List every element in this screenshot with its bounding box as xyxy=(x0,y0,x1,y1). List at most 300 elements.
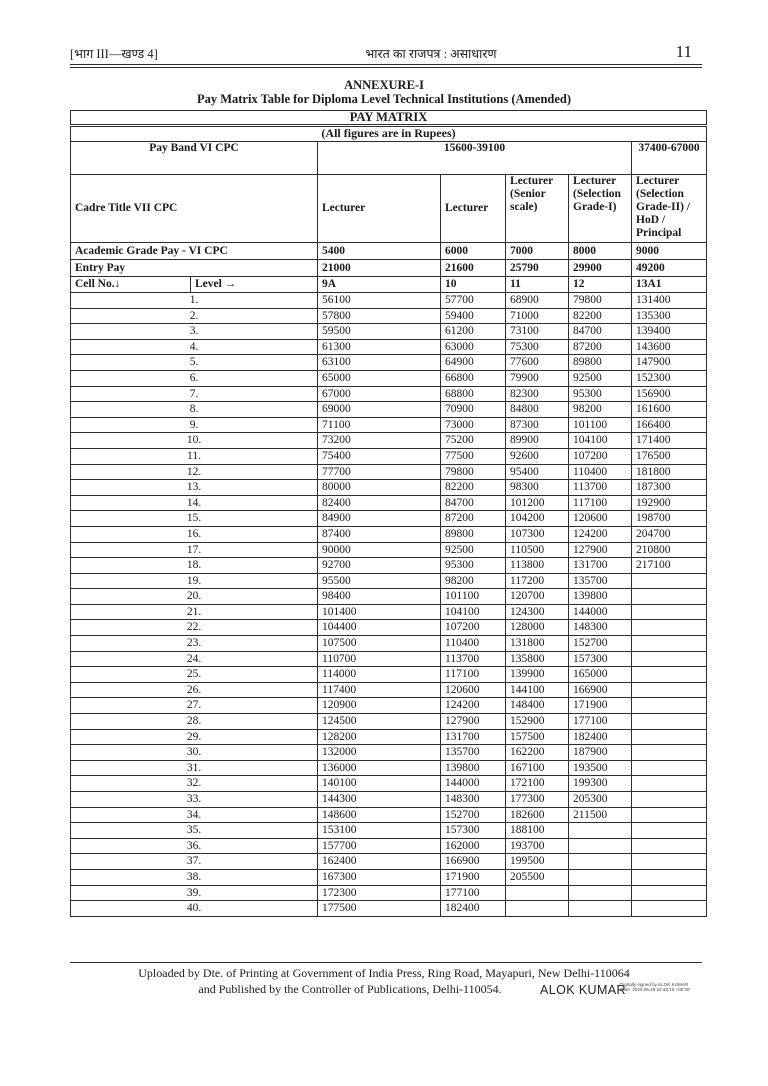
pay-cell: 68900 xyxy=(506,293,569,309)
pay-cell xyxy=(632,714,707,730)
pay-cell: 171900 xyxy=(441,869,506,885)
pay-cell xyxy=(632,682,707,698)
row-number: 23. xyxy=(71,636,318,652)
level-13a1: 13A1 xyxy=(632,277,707,293)
row-number: 15. xyxy=(71,511,318,527)
pay-cell: 128000 xyxy=(506,620,569,636)
pay-cell xyxy=(632,698,707,714)
row-number: 32. xyxy=(71,776,318,792)
pay-cell: 135700 xyxy=(441,745,506,761)
agp-value: 5400 xyxy=(318,243,441,260)
row-number: 2. xyxy=(71,308,318,324)
table-row xyxy=(71,651,707,667)
pay-cell: 104100 xyxy=(441,604,506,620)
pay-cell: 193700 xyxy=(506,838,569,854)
pay-cell: 139400 xyxy=(632,324,707,340)
cadre-title-label: Cadre Title VII CPC xyxy=(71,175,318,243)
table-row xyxy=(71,729,707,745)
row-number: 17. xyxy=(71,542,318,558)
pay-cell: 157300 xyxy=(569,651,632,667)
rupees-note: (All figures are in Rupees) xyxy=(71,126,707,142)
pay-cell: 75200 xyxy=(441,433,506,449)
pay-cell xyxy=(632,792,707,808)
cadre-title-13a1: Lecturer (Selection Grade-II) / HoD / Principal xyxy=(632,175,707,243)
pay-cell xyxy=(632,838,707,854)
pay-cell: 182400 xyxy=(569,729,632,745)
cadre-title-9a: Lecturer xyxy=(318,175,441,243)
row-number: 21. xyxy=(71,604,318,620)
pay-cell: 84800 xyxy=(506,402,569,418)
pay-cell: 117200 xyxy=(506,573,569,589)
table-row xyxy=(71,433,707,449)
pay-cell: 95500 xyxy=(318,573,441,589)
pay-cell: 148600 xyxy=(318,807,441,823)
pay-cell: 92500 xyxy=(441,542,506,558)
pay-cell: 124300 xyxy=(506,604,569,620)
pay-cell: 152900 xyxy=(506,714,569,730)
row-number: 36. xyxy=(71,838,318,854)
pay-band-range-1: 15600-39100 xyxy=(318,142,632,175)
pay-cell: 128200 xyxy=(318,729,441,745)
pay-cell: 210800 xyxy=(632,542,707,558)
table-row xyxy=(71,838,707,854)
pay-cell: 161600 xyxy=(632,402,707,418)
pay-cell: 144000 xyxy=(441,776,506,792)
pay-cell: 89800 xyxy=(569,355,632,371)
pay-cell: 127900 xyxy=(569,542,632,558)
pay-cell: 139800 xyxy=(441,760,506,776)
pay-cell xyxy=(632,573,707,589)
pay-cell: 87300 xyxy=(506,417,569,433)
pay-cell: 77700 xyxy=(318,464,441,480)
document-title: Pay Matrix Table for Diploma Level Technical Institutions (Amended) xyxy=(196,92,572,106)
pay-cell: 157300 xyxy=(441,823,506,839)
pay-cell: 113700 xyxy=(441,651,506,667)
table-row xyxy=(71,682,707,698)
pay-cell: 171400 xyxy=(632,433,707,449)
pay-cell: 117100 xyxy=(569,495,632,511)
pay-cell: 156900 xyxy=(632,386,707,402)
pay-cell: 110400 xyxy=(441,636,506,652)
pay-cell: 166900 xyxy=(569,682,632,698)
pay-cell: 104400 xyxy=(318,620,441,636)
row-number: 6. xyxy=(71,370,318,386)
pay-cell: 162000 xyxy=(441,838,506,854)
pay-cell: 127900 xyxy=(441,714,506,730)
pay-cell: 211500 xyxy=(569,807,632,823)
level-label: Level → xyxy=(191,277,318,293)
table-row xyxy=(71,698,707,714)
pay-cell: 77500 xyxy=(441,448,506,464)
pay-cell xyxy=(569,823,632,839)
pay-cell xyxy=(632,651,707,667)
table-row xyxy=(71,792,707,808)
pay-cell: 113700 xyxy=(569,480,632,496)
table-row xyxy=(71,402,707,418)
pay-cell: 124200 xyxy=(441,698,506,714)
table-row xyxy=(71,324,707,340)
row-number: 22. xyxy=(71,620,318,636)
pay-cell xyxy=(506,885,569,901)
table-row xyxy=(71,448,707,464)
academic-grade-pay-row xyxy=(71,243,707,260)
pay-cell: 84700 xyxy=(441,495,506,511)
row-number: 20. xyxy=(71,589,318,605)
row-number: 38. xyxy=(71,869,318,885)
pay-cell xyxy=(569,885,632,901)
pay-cell xyxy=(632,604,707,620)
pay-cell: 204700 xyxy=(632,526,707,542)
pay-cell: 139900 xyxy=(506,667,569,683)
pay-cell: 153100 xyxy=(318,823,441,839)
pay-cell: 136000 xyxy=(318,760,441,776)
entry-pay-value: 29900 xyxy=(569,260,632,277)
level-11: 11 xyxy=(506,277,569,293)
table-row xyxy=(71,573,707,589)
entry-pay-value: 49200 xyxy=(632,260,707,277)
pay-band-label: Pay Band VI CPC xyxy=(71,142,318,175)
table-row xyxy=(71,558,707,574)
pay-cell: 148300 xyxy=(441,792,506,808)
annexure-heading: ANNEXURE-I xyxy=(344,78,424,92)
row-number: 34. xyxy=(71,807,318,823)
pay-cell xyxy=(632,854,707,870)
row-number: 24. xyxy=(71,651,318,667)
pay-cell: 65000 xyxy=(318,370,441,386)
pay-cell: 177300 xyxy=(506,792,569,808)
pay-cell: 77600 xyxy=(506,355,569,371)
pay-cell: 135700 xyxy=(569,573,632,589)
pay-cell: 89800 xyxy=(441,526,506,542)
pay-cell: 120900 xyxy=(318,698,441,714)
pay-cell: 79800 xyxy=(569,293,632,309)
pay-cell: 171900 xyxy=(569,698,632,714)
table-row xyxy=(71,511,707,527)
pay-cell: 198700 xyxy=(632,511,707,527)
pay-cell xyxy=(632,729,707,745)
pay-cell: 101100 xyxy=(441,589,506,605)
pay-cell: 120700 xyxy=(506,589,569,605)
table-banner-row xyxy=(71,111,707,126)
row-number: 31. xyxy=(71,760,318,776)
table-row xyxy=(71,760,707,776)
table-row xyxy=(71,386,707,402)
table-row xyxy=(71,480,707,496)
pay-cell: 95400 xyxy=(506,464,569,480)
agp-value: 9000 xyxy=(632,243,707,260)
pay-cell: 87400 xyxy=(318,526,441,542)
pay-cell: 63000 xyxy=(441,339,506,355)
pay-cell: 157500 xyxy=(506,729,569,745)
row-number: 9. xyxy=(71,417,318,433)
pay-cell: 165000 xyxy=(569,667,632,683)
pay-cell: 182600 xyxy=(506,807,569,823)
pay-cell: 98200 xyxy=(569,402,632,418)
pay-matrix-table xyxy=(70,110,707,917)
header-double-rule xyxy=(70,64,702,68)
pay-cell: 166900 xyxy=(441,854,506,870)
pay-cell: 82200 xyxy=(441,480,506,496)
row-number: 40. xyxy=(71,901,318,917)
pay-cell: 205300 xyxy=(569,792,632,808)
pay-cell: 193500 xyxy=(569,760,632,776)
pay-cell: 70900 xyxy=(441,402,506,418)
pay-cell: 148300 xyxy=(569,620,632,636)
pay-cell: 167300 xyxy=(318,869,441,885)
footer-line-2: and Published by the Controller of Publications, Delhi-110054. xyxy=(198,982,502,996)
row-number: 19. xyxy=(71,573,318,589)
pay-cell: 84900 xyxy=(318,511,441,527)
table-row xyxy=(71,901,707,917)
pay-cell: 110700 xyxy=(318,651,441,667)
row-number: 14. xyxy=(71,495,318,511)
pay-cell xyxy=(632,901,707,917)
table-row xyxy=(71,745,707,761)
row-number: 11. xyxy=(71,448,318,464)
pay-cell: 75400 xyxy=(318,448,441,464)
signature-detail-line-1: Digitally signed by ALOK KUMAR xyxy=(620,982,689,987)
pay-cell xyxy=(632,869,707,885)
pay-cell xyxy=(569,854,632,870)
row-number: 16. xyxy=(71,526,318,542)
agp-value: 6000 xyxy=(441,243,506,260)
pay-cell: 75300 xyxy=(506,339,569,355)
pay-cell: 92700 xyxy=(318,558,441,574)
table-row xyxy=(71,885,707,901)
pay-cell: 57800 xyxy=(318,308,441,324)
pay-cell: 101200 xyxy=(506,495,569,511)
pay-cell xyxy=(632,760,707,776)
pay-cell: 140100 xyxy=(318,776,441,792)
digital-signature-detail xyxy=(620,982,710,993)
pay-cell: 199500 xyxy=(506,854,569,870)
row-number: 13. xyxy=(71,480,318,496)
level-12: 12 xyxy=(569,277,632,293)
pay-cell: 124500 xyxy=(318,714,441,730)
cadre-title-11: Lecturer (Senior scale) xyxy=(506,175,569,243)
pay-cell: 90000 xyxy=(318,542,441,558)
table-row xyxy=(71,370,707,386)
pay-cell: 101100 xyxy=(569,417,632,433)
pay-cell: 144000 xyxy=(569,604,632,620)
pay-cell xyxy=(632,807,707,823)
pay-cell: 144300 xyxy=(318,792,441,808)
pay-cell: 117400 xyxy=(318,682,441,698)
row-number: 33. xyxy=(71,792,318,808)
pay-cell: 177500 xyxy=(318,901,441,917)
pay-cell: 84700 xyxy=(569,324,632,340)
pay-cell xyxy=(632,620,707,636)
table-row xyxy=(71,339,707,355)
entry-pay-label: Entry Pay xyxy=(71,260,318,277)
pay-cell: 166400 xyxy=(632,417,707,433)
table-subbanner-row xyxy=(71,126,707,142)
cadre-title-row xyxy=(71,175,707,243)
table-row xyxy=(71,495,707,511)
pay-cell: 157700 xyxy=(318,838,441,854)
pay-cell: 182400 xyxy=(441,901,506,917)
pay-cell: 177100 xyxy=(441,885,506,901)
pay-cell: 63100 xyxy=(318,355,441,371)
pay-cell: 110500 xyxy=(506,542,569,558)
row-number: 10. xyxy=(71,433,318,449)
pay-cell xyxy=(632,776,707,792)
pay-cell: 101400 xyxy=(318,604,441,620)
pay-cell: 66800 xyxy=(441,370,506,386)
row-number: 37. xyxy=(71,854,318,870)
table-row xyxy=(71,604,707,620)
row-number: 1. xyxy=(71,293,318,309)
pay-cell: 107200 xyxy=(569,448,632,464)
table-row xyxy=(71,293,707,309)
pay-cell: 131700 xyxy=(441,729,506,745)
pay-cell: 181800 xyxy=(632,464,707,480)
row-number: 35. xyxy=(71,823,318,839)
table-row xyxy=(71,807,707,823)
pay-cell: 59500 xyxy=(318,324,441,340)
page-number: 11 xyxy=(675,42,692,61)
pay-cell: 188100 xyxy=(506,823,569,839)
pay-cell: 143600 xyxy=(632,339,707,355)
pay-cell: 167100 xyxy=(506,760,569,776)
pay-cell: 205500 xyxy=(506,869,569,885)
row-number: 5. xyxy=(71,355,318,371)
entry-pay-value: 25790 xyxy=(506,260,569,277)
pay-cell xyxy=(632,885,707,901)
pay-cell xyxy=(632,636,707,652)
row-number: 25. xyxy=(71,667,318,683)
pay-cell: 61200 xyxy=(441,324,506,340)
pay-cell xyxy=(506,901,569,917)
pay-cell: 98400 xyxy=(318,589,441,605)
pay-cell: 57700 xyxy=(441,293,506,309)
footer-rule xyxy=(70,962,702,963)
pay-cell: 162400 xyxy=(318,854,441,870)
pay-cell xyxy=(569,838,632,854)
pay-cell: 89900 xyxy=(506,433,569,449)
table-row xyxy=(71,854,707,870)
pay-cell: 104200 xyxy=(506,511,569,527)
pay-cell: 107500 xyxy=(318,636,441,652)
entry-pay-value: 21600 xyxy=(441,260,506,277)
pay-cell: 192900 xyxy=(632,495,707,511)
gazette-title: भारत का राजपत्र : असाधारण xyxy=(365,47,497,61)
pay-cell: 82400 xyxy=(318,495,441,511)
pay-cell: 80000 xyxy=(318,480,441,496)
pay-cell: 92500 xyxy=(569,370,632,386)
table-row xyxy=(71,776,707,792)
pay-cell: 148400 xyxy=(506,698,569,714)
row-number: 7. xyxy=(71,386,318,402)
signature-detail-line-2: Date: 2020.05.29 22:46:15 +05'30' xyxy=(620,987,691,993)
pay-cell: 124200 xyxy=(569,526,632,542)
pay-cell: 172300 xyxy=(318,885,441,901)
table-row xyxy=(71,526,707,542)
pay-cell: 73200 xyxy=(318,433,441,449)
pay-cell: 82300 xyxy=(506,386,569,402)
page-header xyxy=(70,42,706,62)
table-row xyxy=(71,869,707,885)
row-number: 3. xyxy=(71,324,318,340)
row-number: 27. xyxy=(71,698,318,714)
row-number: 26. xyxy=(71,682,318,698)
agp-label: Academic Grade Pay - VI CPC xyxy=(71,243,318,260)
pay-cell: 147900 xyxy=(632,355,707,371)
table-row xyxy=(71,417,707,433)
row-number: 30. xyxy=(71,745,318,761)
pay-cell: 162200 xyxy=(506,745,569,761)
pay-cell: 107200 xyxy=(441,620,506,636)
table-row xyxy=(71,823,707,839)
digital-signature-name: ALOK KUMAR xyxy=(540,983,626,997)
pay-cell: 110400 xyxy=(569,464,632,480)
table-row xyxy=(71,542,707,558)
pay-cell: 117100 xyxy=(441,667,506,683)
pay-cell: 64900 xyxy=(441,355,506,371)
pay-cell: 68800 xyxy=(441,386,506,402)
pay-cell: 95300 xyxy=(441,558,506,574)
pay-cell: 144100 xyxy=(506,682,569,698)
level-header-row xyxy=(71,277,707,293)
level-10: 10 xyxy=(441,277,506,293)
pay-cell: 114000 xyxy=(318,667,441,683)
pay-cell: 71000 xyxy=(506,308,569,324)
pay-cell: 92600 xyxy=(506,448,569,464)
pay-cell: 131400 xyxy=(632,293,707,309)
pay-cell: 131800 xyxy=(506,636,569,652)
row-number: 29. xyxy=(71,729,318,745)
pay-cell xyxy=(569,901,632,917)
pay-cell: 113800 xyxy=(506,558,569,574)
pay-cell: 79800 xyxy=(441,464,506,480)
pay-cell: 71100 xyxy=(318,417,441,433)
pay-cell: 82200 xyxy=(569,308,632,324)
pay-cell: 187300 xyxy=(632,480,707,496)
pay-cell xyxy=(569,869,632,885)
table-row xyxy=(71,714,707,730)
pay-cell: 120600 xyxy=(569,511,632,527)
row-number: 39. xyxy=(71,885,318,901)
pay-cell: 87200 xyxy=(441,511,506,527)
agp-value: 8000 xyxy=(569,243,632,260)
row-number: 18. xyxy=(71,558,318,574)
table-row xyxy=(71,589,707,605)
pay-matrix-banner: PAY MATRIX xyxy=(71,111,707,126)
agp-value: 7000 xyxy=(506,243,569,260)
pay-cell: 199300 xyxy=(569,776,632,792)
pay-cell: 56100 xyxy=(318,293,441,309)
pay-cell: 73000 xyxy=(441,417,506,433)
pay-cell: 87200 xyxy=(569,339,632,355)
pay-cell: 95300 xyxy=(569,386,632,402)
table-row xyxy=(71,308,707,324)
table-row xyxy=(71,355,707,371)
pay-cell: 73100 xyxy=(506,324,569,340)
pay-cell: 98200 xyxy=(441,573,506,589)
table-row xyxy=(71,636,707,652)
pay-cell xyxy=(632,667,707,683)
pay-cell: 177100 xyxy=(569,714,632,730)
pay-cell: 79900 xyxy=(506,370,569,386)
pay-cell xyxy=(632,745,707,761)
pay-band-row xyxy=(71,142,707,175)
pay-cell: 98300 xyxy=(506,480,569,496)
cell-no-label: Cell No.↓ xyxy=(71,277,191,293)
pay-cell xyxy=(632,589,707,605)
pay-cell: 59400 xyxy=(441,308,506,324)
row-number: 4. xyxy=(71,339,318,355)
entry-pay-row xyxy=(71,260,707,277)
